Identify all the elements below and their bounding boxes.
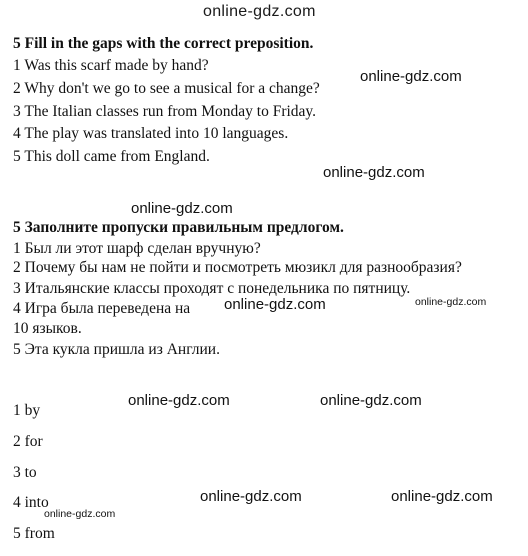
english-line: 4 The play was translated into 10 languages. (13, 125, 289, 142)
english-line: 3 The Italian classes run from Monday to Friday. (13, 103, 317, 120)
russian-line: 5 Эта кукла пришла из Англии. (13, 341, 220, 358)
watermark-top: online-gdz.com (203, 3, 316, 20)
russian-line: 2 Почему бы нам не пойти и посмотреть мюзикл для разнообразия? (13, 259, 462, 276)
english-line: 5 This doll came from England. (13, 148, 210, 165)
watermark: online-gdz.com (360, 68, 462, 85)
russian-heading: 5 Заполните пропуски правильным предлогом. (13, 219, 344, 236)
russian-line: 10 языков. (13, 320, 82, 337)
russian-line: 3 Итальянские классы проходят с понедельника по пятницу. (13, 280, 411, 297)
answer-item: 2 for (13, 433, 43, 450)
watermark: online-gdz.com (128, 392, 230, 409)
watermark: online-gdz.com (320, 392, 422, 409)
watermark: online-gdz.com (131, 200, 233, 217)
russian-line: 4 Игра была переведена на (13, 300, 191, 317)
russian-line: 1 Был ли этот шарф сделан вручную? (13, 240, 261, 257)
watermark: online-gdz.com (224, 296, 326, 313)
watermark: online-gdz.com (391, 488, 493, 505)
answer-item: 3 to (13, 464, 37, 481)
answer-item: 1 by (13, 402, 41, 419)
watermark: online-gdz.com (200, 488, 302, 505)
answer-item: 4 into (13, 494, 49, 511)
watermark: online-gdz.com (323, 164, 425, 181)
english-line: 2 Why don't we go to see a musical for a change? (13, 80, 320, 97)
english-heading: 5 Fill in the gaps with the correct preposition. (13, 35, 314, 52)
english-line: 1 Was this scarf made by hand? (13, 57, 209, 74)
watermark: online-gdz.com (44, 508, 116, 520)
watermark: online-gdz.com (415, 296, 487, 308)
answer-item: 5 from (13, 525, 55, 542)
